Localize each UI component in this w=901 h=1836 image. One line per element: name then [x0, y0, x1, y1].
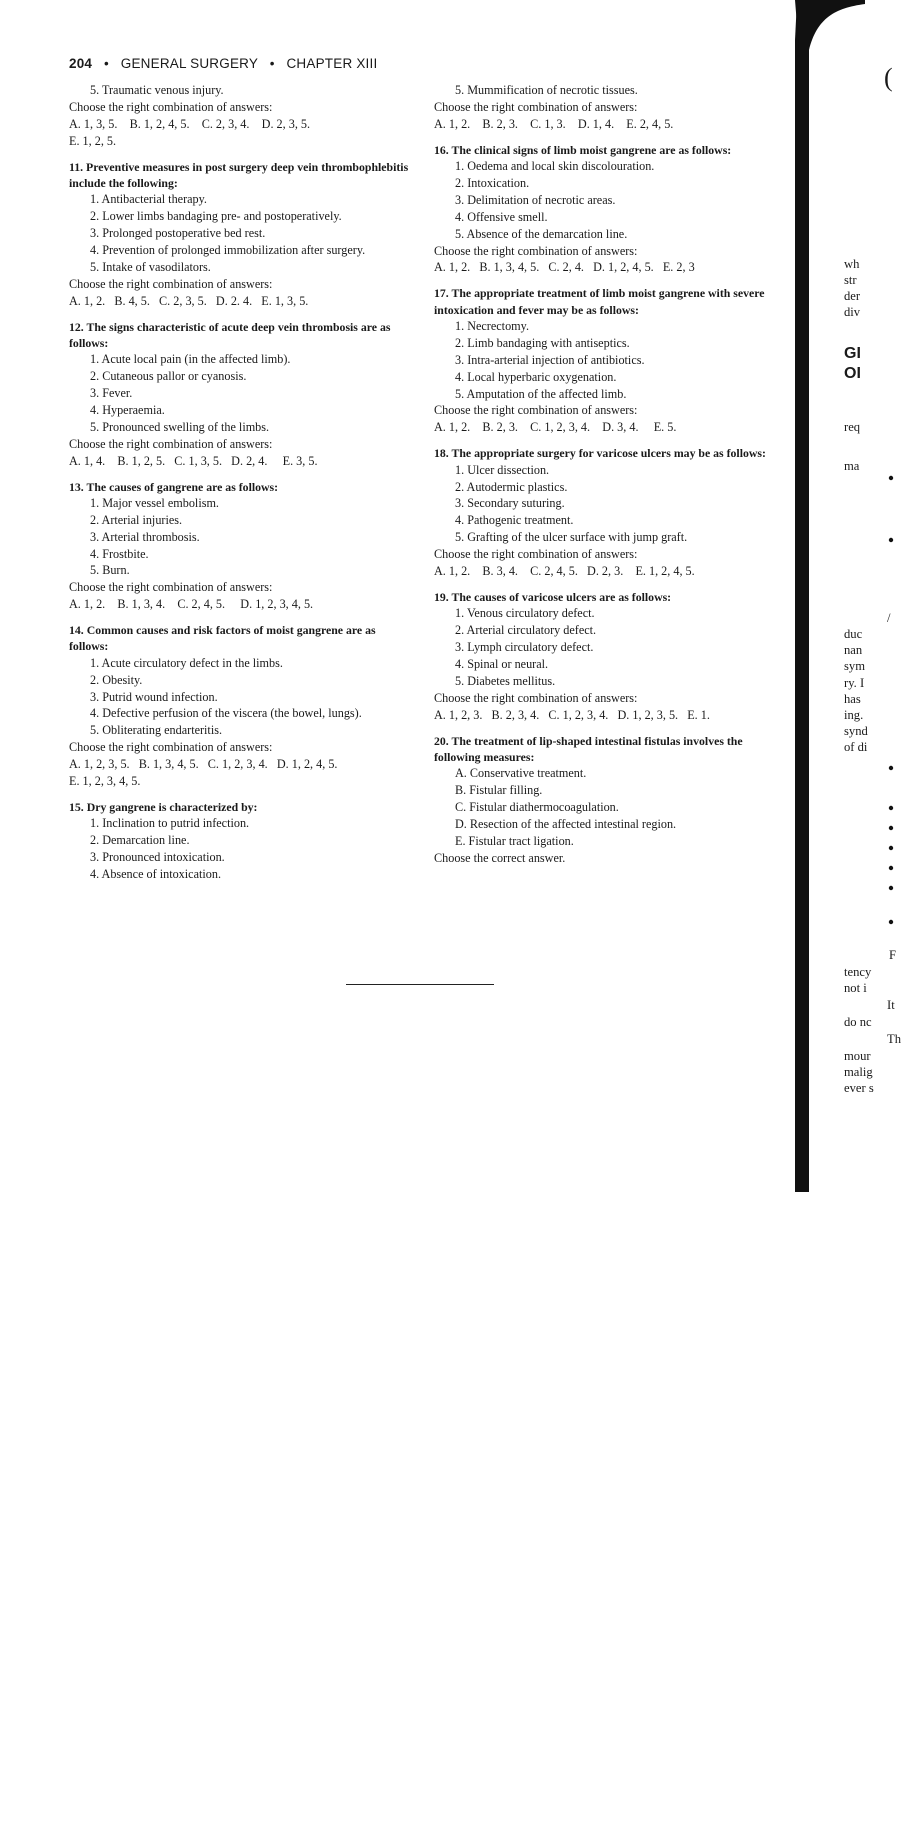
answer-option: 5. Absence of the demarcation line. [455, 226, 628, 241]
answer-option: 3. Arterial thrombosis. [90, 529, 200, 544]
answer-option: 4. Local hyperbaric oxygenation. [455, 369, 617, 384]
page-corner-shadow [795, 0, 865, 50]
answer-option: 5. Intake of vasodilators. [90, 259, 211, 274]
bleed-text: req [844, 420, 861, 434]
choose-instruction: Choose the right combination of answers: [69, 436, 273, 451]
answer-option: 2. Cutaneous pallor or cyanosis. [90, 369, 247, 384]
section-end-rule [346, 984, 494, 985]
answer-combinations: E. 1, 2, 3, 4, 5. [69, 774, 141, 789]
bleed-text: has [844, 692, 861, 706]
right-column [434, 82, 784, 870]
bleed-text: ( [884, 63, 893, 92]
question-11 [69, 159, 414, 310]
answer-option: 3. Putrid wound infection. [90, 689, 218, 704]
bleed-text: ry. I [844, 676, 865, 690]
bleed-text: Th [887, 1032, 901, 1046]
bullet-column [886, 470, 896, 930]
bleed-text: str [844, 273, 857, 287]
answer-option: 2. Demarcation line. [90, 833, 190, 848]
answer-combinations: A. 1, 4. B. 1, 2, 5. C. 1, 3, 5. D. 2, 4. E. 3, 5. [69, 453, 318, 468]
answer-option: 4. Spinal or neural. [455, 656, 549, 671]
answer-combinations: A. 1, 2. B. 2, 3. C. 1, 3. D. 1, 4. E. 2, 4, 5. [434, 116, 674, 131]
question-15 [69, 799, 414, 883]
question-title: 14. Common causes and risk factors of moist gangrene are as follows: [69, 623, 376, 654]
answer-option: 1. Venous circulatory defect. [455, 606, 595, 621]
answer-combinations: A. 1, 2. B. 2, 3. C. 1, 2, 3, 4. D. 3, 4. E. 5. [434, 420, 677, 435]
answer-option: 2. Arterial circulatory defect. [455, 623, 597, 638]
question-14 [69, 622, 414, 790]
question-title: 13. The causes of gangrene are as follows: [69, 479, 279, 494]
answer-option: 2. Arterial injuries. [90, 512, 183, 527]
page-spine-shadow [795, 0, 809, 1192]
choose-instruction: Choose the right combination of answers: [434, 403, 638, 418]
answer-option: 2. Autodermic plastics. [455, 479, 568, 494]
answer-option: 4. Absence of intoxication. [90, 867, 221, 881]
bleed-text: GI [844, 345, 861, 362]
question-20 [434, 733, 784, 867]
answer-option: 4. Hyperaemia. [90, 402, 165, 417]
bleed-text: It [887, 998, 895, 1012]
bleed-text: of di [844, 740, 868, 754]
choose-instruction: Choose the right combination of answers: [434, 547, 638, 562]
header-separator: • [269, 56, 275, 71]
choose-instruction: Choose the right combination of answers: [69, 99, 273, 114]
answer-option: 1. Acute circulatory defect in the limbs. [90, 655, 283, 670]
bleed-text: sym [844, 659, 865, 673]
answer-option: 1. Inclination to putrid infection. [90, 816, 250, 831]
answer-option: 1. Ulcer dissection. [455, 462, 550, 477]
bleed-text: duc [844, 627, 863, 641]
answer-option: 5. Mummification of necrotic tissues. [455, 83, 638, 97]
answer-option: 3. Delimitation of necrotic areas. [455, 192, 616, 207]
page-header [69, 56, 377, 71]
bleed-text: synd [844, 724, 868, 738]
answer-option: 5. Traumatic venous injury. [90, 83, 224, 97]
bleed-text: nan [844, 643, 863, 657]
question-10-continuation [69, 82, 414, 150]
answer-option: A. Conservative treatment. [455, 766, 587, 781]
question-title: 16. The clinical signs of limb moist gangrene are as follows: [434, 142, 732, 157]
answer-combinations: A. 1, 2, 3. B. 2, 3, 4. C. 1, 2, 3, 4. D. 1, 2, 3, 5. E. 1. [434, 707, 710, 722]
answer-option: 4. Prevention of prolonged immobilization after surgery. [90, 242, 366, 257]
left-column [69, 82, 414, 886]
bleed-text: do nc [844, 1015, 872, 1029]
bleed-text: wh [844, 257, 860, 271]
answer-combinations: A. 1, 3, 5. B. 1, 2, 4, 5. C. 2, 3, 4. D. 2, 3, 5. [69, 116, 311, 131]
question-title: 12. The signs characteristic of acute deep vein thrombosis are as follows: [69, 319, 391, 350]
answer-option: D. Resection of the affected intestinal region. [455, 816, 677, 831]
answer-option: 5. Burn. [90, 563, 130, 578]
answer-option: 2. Obesity. [90, 672, 143, 687]
choose-instruction: Choose the correct answer. [434, 850, 566, 865]
answer-option: 2. Limb bandaging with antiseptics. [455, 335, 630, 350]
answer-combinations: A. 1, 2. B. 3, 4. C. 2, 4, 5. D. 2, 3. E. 1, 2, 4, 5. [434, 564, 695, 579]
answer-option: 3. Fever. [90, 385, 133, 400]
choose-instruction: Choose the right combination of answers: [69, 276, 273, 291]
question-title: 18. The appropriate surgery for varicose ulcers may be as follows: [434, 446, 766, 461]
answer-option: 5. Pronounced swelling of the limbs. [90, 419, 270, 434]
answer-option: C. Fistular diathermocoagulation. [455, 799, 619, 814]
answer-option: 4. Defective perfusion of the viscera (the bowel, lungs). [90, 706, 362, 721]
answer-combinations: A. 1, 2. B. 1, 3, 4. C. 2, 4, 5. D. 1, 2, 3, 4, 5. [69, 597, 314, 612]
answer-option: 1. Antibacterial therapy. [90, 192, 207, 207]
answer-option: E. Fistular tract ligation. [455, 833, 574, 848]
question-title: 20. The treatment of lip-shaped intestinal fistulas involves the following measures: [434, 733, 743, 764]
choose-instruction: Choose the right combination of answers: [434, 99, 638, 114]
answer-option: 1. Major vessel embolism. [90, 495, 219, 510]
bleed-text: mour [844, 1049, 871, 1063]
answer-option: 3. Pronounced intoxication. [90, 850, 225, 865]
answer-option: 2. Intoxication. [455, 175, 530, 190]
answer-option: 5. Amputation of the affected limb. [455, 386, 627, 401]
question-title: 19. The causes of varicose ulcers are as follows: [434, 589, 672, 604]
question-18 [434, 445, 784, 580]
header-separator: • [103, 56, 109, 71]
question-title: 11. Preventive measures in post surgery deep vein thrombophlebitis include the following: [69, 159, 409, 190]
answer-option: B. Fistular filling. [455, 783, 543, 798]
question-title: 17. The appropriate treatment of limb moist gangrene with severe intoxication and fever may be as follows: [434, 286, 765, 317]
answer-option: 1. Acute local pain (in the affected limb). [90, 352, 291, 367]
question-title: 15. Dry gangrene is characterized by: [69, 799, 258, 814]
answer-option: 3. Secondary suturing. [455, 496, 565, 511]
bleed-text: div [844, 305, 861, 319]
question-19 [434, 589, 784, 724]
answer-option: 1. Necrectomy. [455, 318, 529, 333]
bleed-text: ing. [844, 708, 864, 722]
question-17 [434, 285, 784, 436]
question-12 [69, 319, 414, 470]
chapter-title: CHAPTER XIII [286, 56, 378, 71]
question-13 [69, 479, 414, 614]
answer-combinations: A. 1, 2. B. 1, 3, 4, 5. C. 2, 4. D. 1, 2, 4, 5. E. 2, 3 [434, 260, 695, 275]
bleed-text: der [844, 289, 861, 303]
bleed-text: ever s [844, 1081, 874, 1095]
answer-option: 2. Lower limbs bandaging pre- and postoperatively. [90, 209, 342, 224]
answer-option: 5. Grafting of the ulcer surface with jump graft. [455, 530, 688, 545]
answer-option: 3. Intra-arterial injection of antibiotics. [455, 352, 645, 367]
bleed-text: not i [844, 981, 867, 995]
choose-instruction: Choose the right combination of answers: [434, 690, 638, 705]
answer-option: 5. Diabetes mellitus. [455, 673, 556, 688]
answer-option: 1. Oedema and local skin discolouration. [455, 159, 655, 174]
question-16 [434, 142, 784, 277]
bleed-text: tency [844, 965, 872, 979]
choose-instruction: Choose the right combination of answers: [69, 740, 273, 755]
answer-option: 4. Offensive smell. [455, 209, 548, 224]
answer-option: 3. Prolonged postoperative bed rest. [90, 226, 266, 241]
answer-option: 3. Lymph circulatory defect. [455, 640, 594, 655]
answer-option: 5. Obliterating endarteritis. [90, 723, 222, 738]
bleed-text: F [889, 948, 897, 962]
choose-instruction: Choose the right combination of answers: [69, 580, 273, 595]
answer-option: 4. Pathogenic treatment. [455, 513, 574, 528]
choose-instruction: Choose the right combination of answers: [434, 243, 638, 258]
answer-option: 4. Frostbite. [90, 546, 149, 561]
bleed-text: / [887, 611, 891, 625]
answer-combinations: A. 1, 2, 3, 5. B. 1, 3, 4, 5. C. 1, 2, 3, 4. D. 1, 2, 4, 5. [69, 757, 338, 772]
bleed-text: malig [844, 1065, 873, 1079]
page-number: 204 [69, 56, 93, 71]
answer-combinations: A. 1, 2. B. 4, 5. C. 2, 3, 5. D. 2. 4. E. 1, 3, 5. [69, 293, 309, 308]
question-15-continuation [434, 82, 784, 133]
bleed-text: ma [844, 459, 860, 473]
book-title: GENERAL SURGERY [120, 56, 258, 71]
bleed-text: OI [844, 365, 861, 382]
answer-combinations: E. 1, 2, 5. [69, 133, 117, 148]
